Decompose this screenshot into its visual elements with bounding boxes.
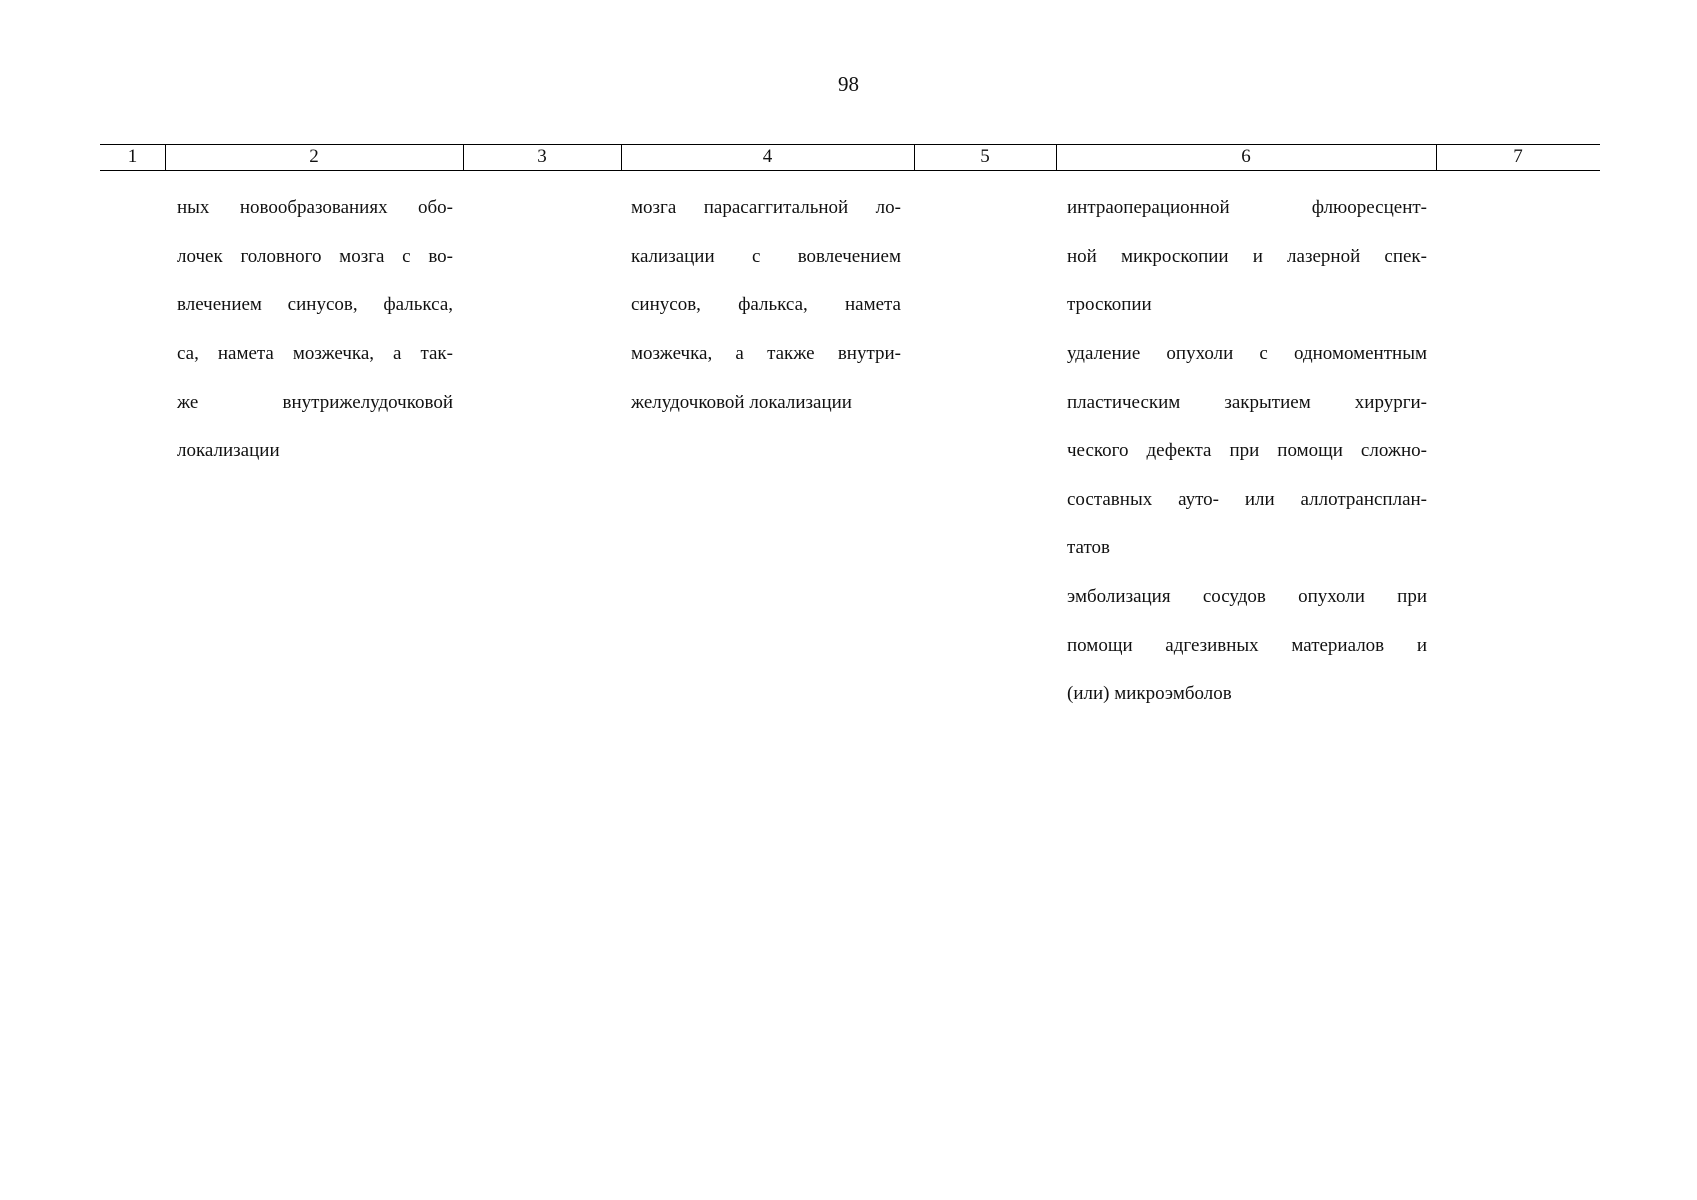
text-line: троскопии [1067, 294, 1152, 316]
header-top-rule [100, 144, 1600, 145]
header-col-7: 7 [1513, 146, 1523, 167]
text-line: ной микроскопии и лазерной спек- [1067, 245, 1427, 267]
header-col-2: 2 [309, 146, 319, 167]
text-line: интраоперационной флюоресцент- [1067, 197, 1427, 219]
text-line: са, намета мозжечка, а так- [177, 343, 453, 365]
row-1-col-4 [631, 172, 901, 439]
header-bottom-rule [100, 170, 1600, 171]
text-line: ческого дефекта при помощи сложно- [1067, 440, 1427, 462]
text-line: эмболизация сосудов опухоли при [1067, 586, 1427, 608]
header-col-5: 5 [980, 146, 990, 167]
text-line: мозжечка, а также внутри- [631, 343, 901, 365]
text-line: лочек головного мозга с во- [177, 245, 453, 267]
header-col-3: 3 [537, 146, 547, 167]
header-col-1: 1 [127, 146, 138, 167]
text-line: желудочковой локализации [631, 391, 852, 413]
text-line: помощи адгезивных материалов и [1067, 634, 1427, 656]
text-line: (или) микроэмболов [1067, 683, 1232, 705]
text-line: ных новообразованиях обо- [177, 197, 453, 219]
text-line: же внутрижелудочковой [177, 391, 453, 413]
text-line: составных ауто- или аллотрансплан- [1067, 488, 1427, 510]
header-col-4: 4 [762, 146, 773, 167]
text-line: пластическим закрытием хирурги- [1067, 391, 1427, 413]
page-number: 98 [838, 72, 859, 96]
header-col-6: 6 [1241, 146, 1251, 167]
row-1-col-6 [1067, 172, 1427, 731]
row-1-col-2 [177, 172, 453, 488]
text-line: локализации [177, 440, 280, 462]
text-line: кализации с вовлечением [631, 245, 901, 267]
text-line: татов [1067, 537, 1111, 559]
text-line: мозга парасаггитальной ло- [631, 197, 901, 219]
text-line: синусов, фалькса, намета [631, 294, 901, 316]
text-line: удаление опухоли с одномоментным [1067, 343, 1427, 365]
text-line: влечением синусов, фалькса, [177, 294, 453, 316]
